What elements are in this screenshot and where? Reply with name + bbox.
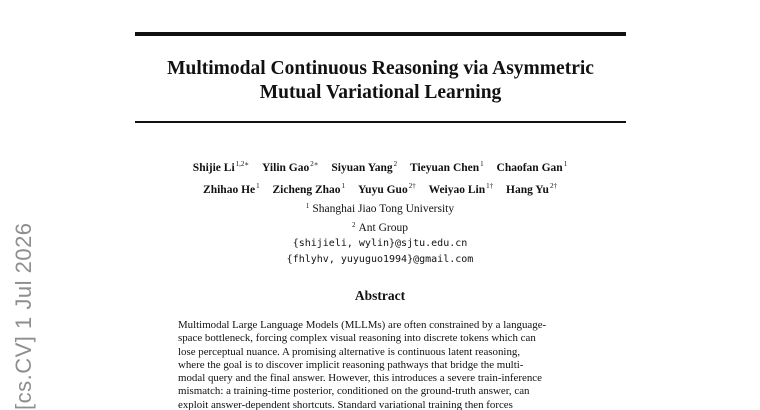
affiliation-number: 1 bbox=[305, 202, 310, 210]
author bbox=[262, 155, 318, 177]
abstract-line: where the goal is to discover implicit reasoning pathways that bridge the multi- bbox=[178, 358, 524, 371]
author bbox=[429, 177, 494, 199]
author-name: Weiyao Lin bbox=[428, 184, 486, 196]
author-name: Chaofan Gan bbox=[496, 162, 563, 174]
author-name: Yilin Gao bbox=[262, 162, 310, 174]
abstract-line: Multimodal Large Language Models (MLLMs) are often constrained by a language- bbox=[178, 319, 547, 331]
author-list bbox=[160, 155, 600, 199]
author bbox=[203, 177, 260, 199]
author-row bbox=[160, 177, 600, 199]
email-address: {fhlyhv, yuyuguo1994}@gmail.com bbox=[286, 253, 474, 265]
abstract-line: space bottleneck, forcing complex visual reasoning into discrete tokens which can bbox=[178, 332, 536, 345]
author bbox=[506, 177, 557, 199]
author-row bbox=[160, 155, 600, 177]
author-name: Hang Yu bbox=[506, 184, 549, 196]
author-affiliation-mark: 1 bbox=[256, 182, 260, 190]
author-affiliation-mark: 1 bbox=[341, 182, 346, 190]
abstract-line: exploit answer-dependent shortcuts. Standard variational training then forces bbox=[178, 398, 513, 410]
author bbox=[193, 155, 249, 177]
author bbox=[497, 155, 568, 177]
title-top-rule bbox=[135, 32, 626, 36]
author-affiliation-mark: 2† bbox=[408, 182, 416, 190]
abstract-heading: Abstract bbox=[354, 288, 406, 303]
email-address: {shijieli, wylin}@sjtu.edu.cn bbox=[292, 238, 468, 249]
affiliation-number: 2 bbox=[351, 220, 356, 229]
author-affiliation-mark: 1 bbox=[563, 160, 568, 168]
affiliation bbox=[180, 218, 580, 237]
author bbox=[358, 177, 416, 199]
author-affiliation-mark: 2∗ bbox=[310, 160, 319, 168]
affiliation bbox=[180, 199, 580, 218]
author-affiliation-mark: 1† bbox=[486, 182, 494, 190]
paper-title bbox=[135, 57, 626, 105]
author bbox=[273, 177, 346, 199]
author bbox=[410, 155, 484, 177]
affiliation-name: Ant Group bbox=[358, 221, 408, 234]
abstract-line: modal query and the final answer. However, this introduces a severe train-inference bbox=[178, 372, 542, 385]
author-affiliation-mark: 2† bbox=[549, 182, 557, 190]
author-name: Siyuan Yang bbox=[331, 162, 393, 174]
author-name: Yuyu Guo bbox=[357, 184, 408, 196]
title-bottom-rule bbox=[135, 121, 626, 123]
author-name: Zhihao He bbox=[203, 184, 256, 196]
abstract-text bbox=[178, 319, 581, 410]
author-name: Shijie Li bbox=[192, 162, 235, 174]
abstract-line: mismatch: a training-time posterior, conditioned on the ground-truth answer, can bbox=[178, 385, 530, 398]
author-affiliation-mark: 1 bbox=[480, 160, 484, 168]
author bbox=[331, 155, 397, 177]
title-line: Mutual Variational Learning bbox=[259, 82, 502, 103]
abstract-line: lose perceptual nuance. A promising alternative is continuous latent reasoning, bbox=[178, 345, 521, 358]
author-name: Zicheng Zhao bbox=[272, 184, 341, 196]
author-name: Tieyuan Chen bbox=[410, 162, 480, 174]
affiliation-name: Shanghai Jiao Tong University bbox=[312, 203, 455, 215]
author-affiliation-mark: 2 bbox=[393, 160, 398, 168]
arxiv-identifier-stamp: [cs.CV] 1 Jul 2026 bbox=[11, 222, 36, 410]
affiliation-block bbox=[180, 199, 580, 267]
author-affiliation-mark: 1,2∗ bbox=[235, 160, 250, 168]
title-line: Multimodal Continuous Reasoning via Asymmetric bbox=[167, 58, 594, 79]
